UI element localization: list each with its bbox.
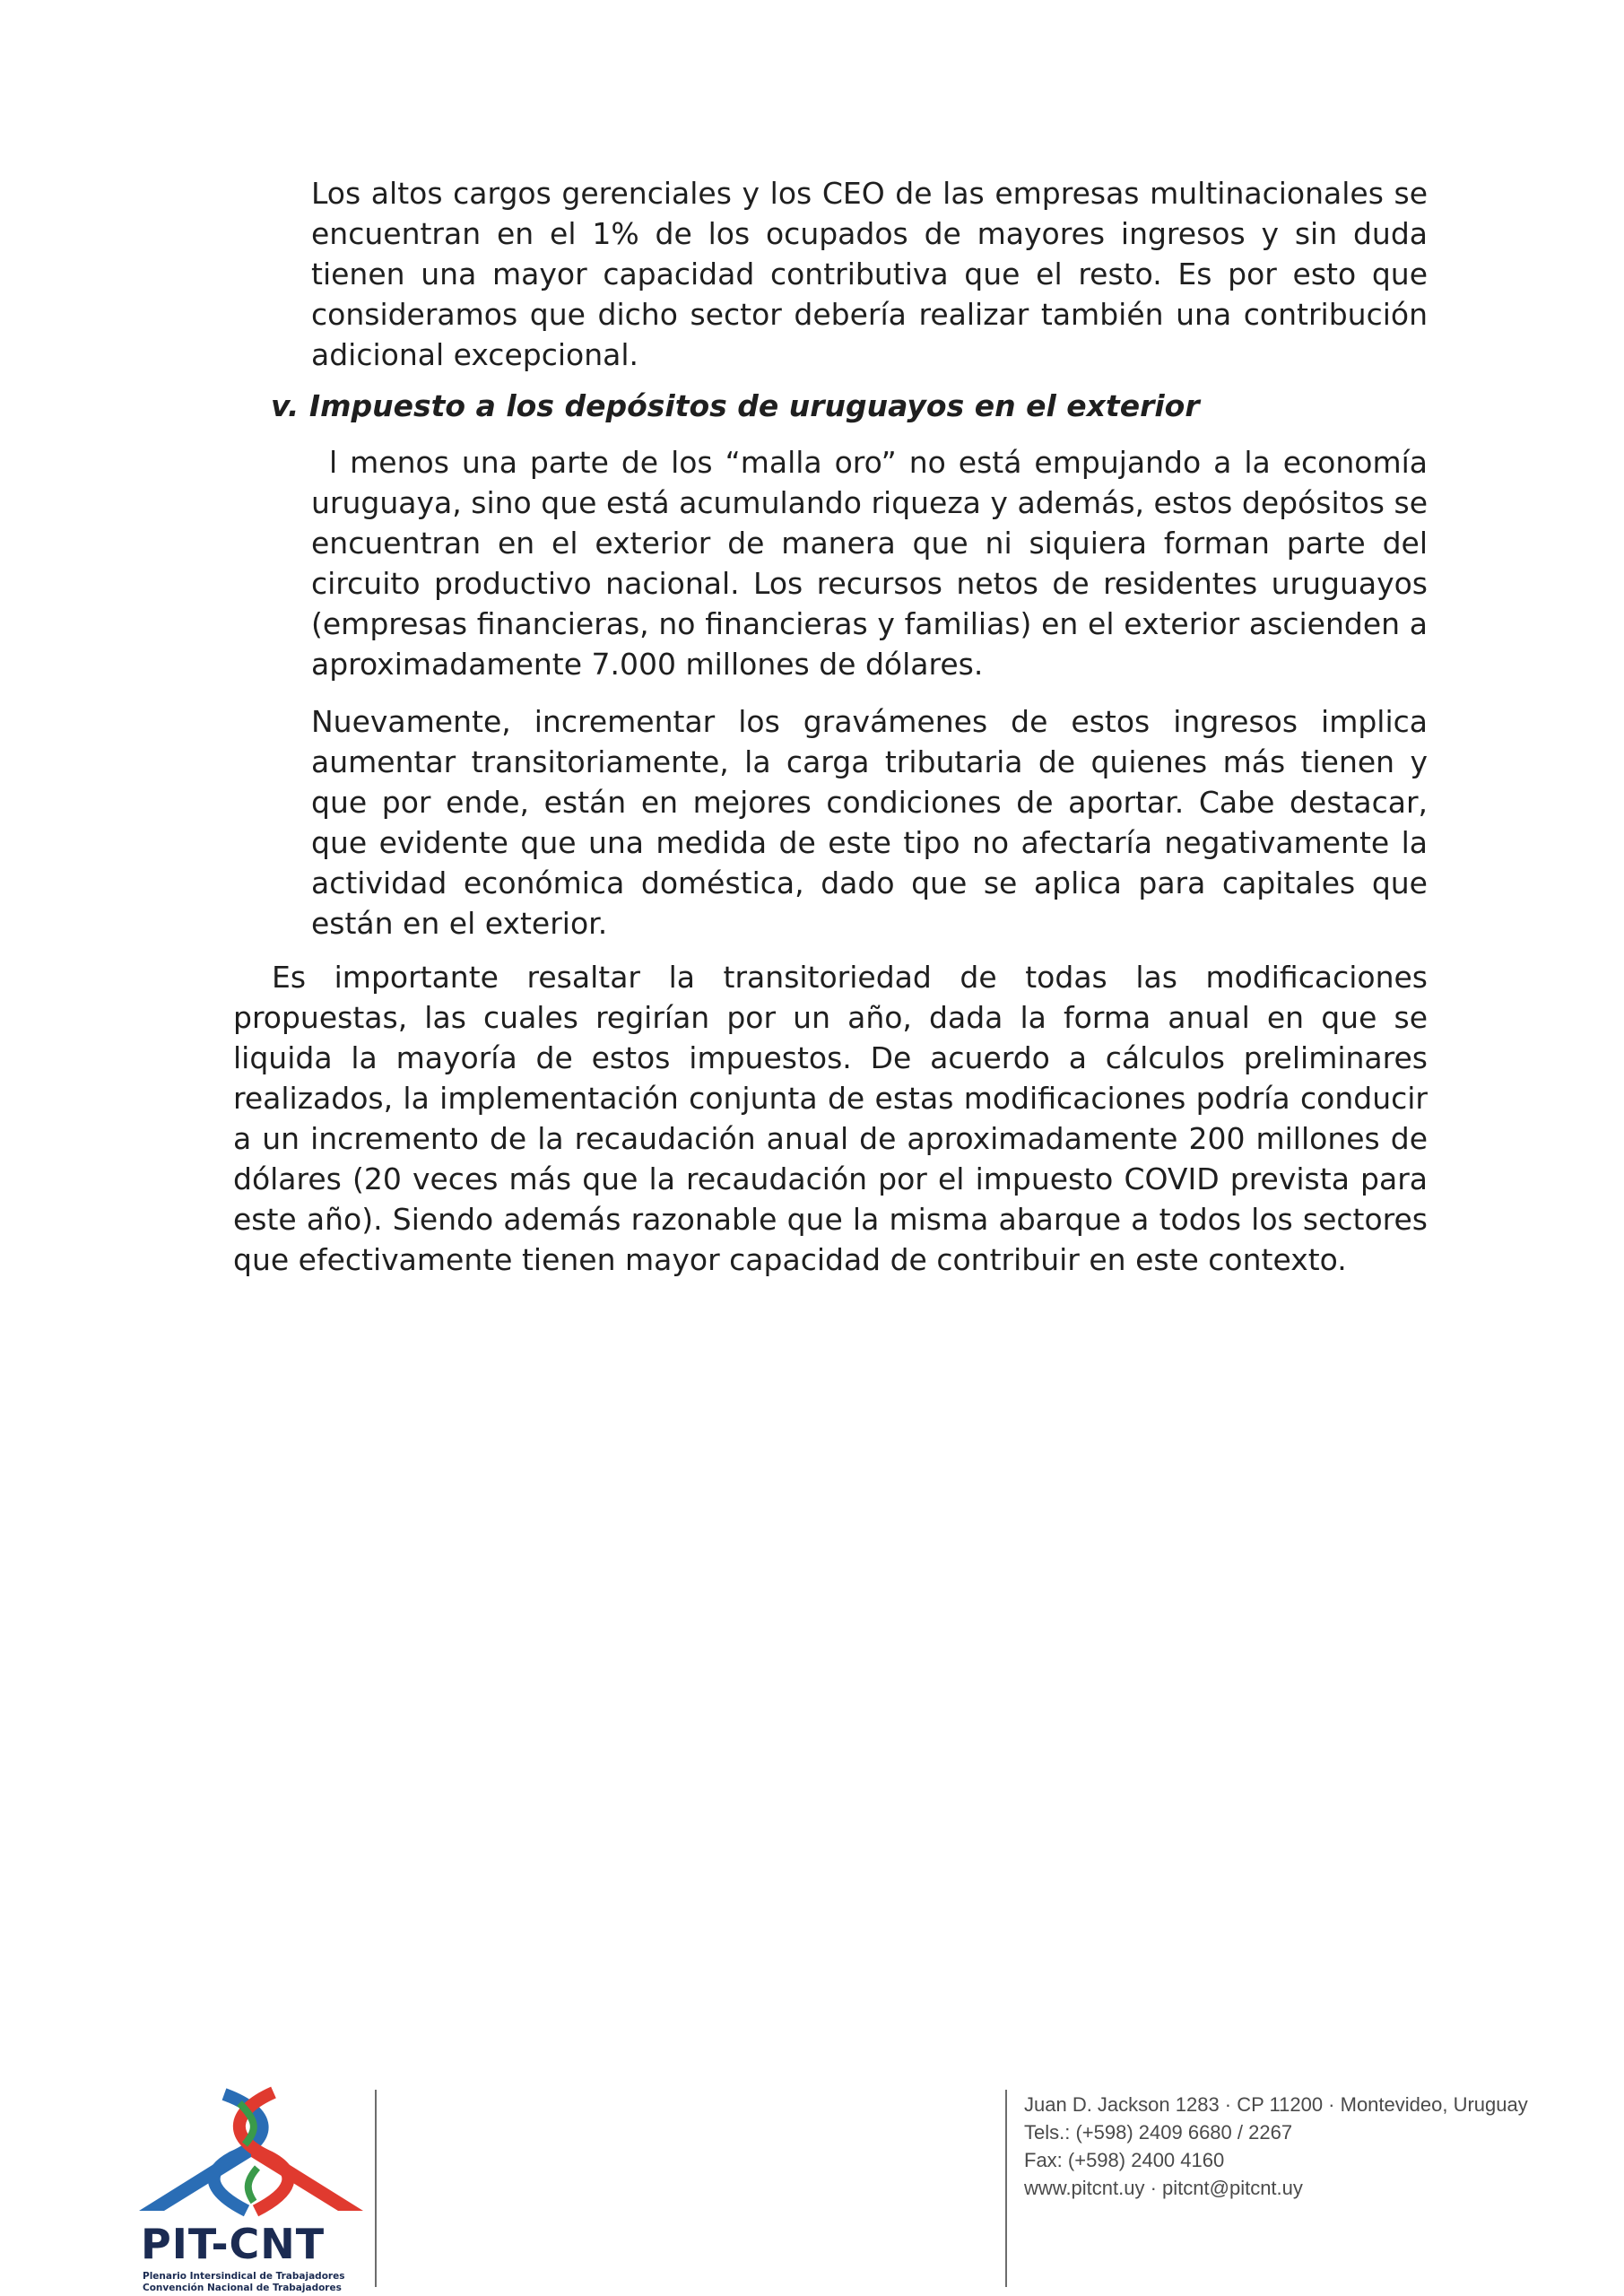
pit-cnt-logo bbox=[139, 2085, 363, 2292]
contact-address: Juan D. Jackson 1283 · CP 11200 · Montevideo, Uruguay bbox=[1024, 2093, 1528, 2116]
paragraph-conclusion: Es importante resaltar la transitoriedad de todas las modificaciones propuestas, las cuales regirían por un año, dada la forma anual en que se liquida la mayoría de estos impuestos. De acuerdo a cálculos preliminares realizados, la implementación conjunta de estas modificaciones podría conducir a un incremento de la recaudación anual de aproximadamente 200 millones de dólares (20 veces más que la recaudación por el impuesto COVID prevista para este año). Siendo además razonable que la misma abarque a todos los sectores que efectivamente tienen mayor capacidad de contribuir en este contexto. bbox=[233, 960, 1428, 1277]
contact-web[interactable]: www.pitcnt.uy · pitcnt@pitcnt.uy bbox=[1024, 2177, 1303, 2199]
contact-phones: Tels.: (+598) 2409 6680 / 2267 bbox=[1024, 2121, 1293, 2144]
paragraph-deposits: l menos una parte de los “malla oro” no está empujando a la economía uruguaya, sino que está acumulando riqueza y además, estos depósitos se encuentran en el exterior de manera que ni siquiera forman parte del circuito productivo nacional. Los recursos netos de residentes uruguayos (empresas financieras, no financieras y familias) en el exterior ascienden a aproximadamente 7.000 millones de dólares. bbox=[311, 445, 1428, 682]
logo-name: PIT-CNT bbox=[141, 2220, 326, 2268]
contact-fax: Fax: (+598) 2400 4160 bbox=[1024, 2149, 1225, 2171]
logo-divider bbox=[375, 2090, 377, 2287]
paragraph-taxes: Nuevamente, incrementar los gravámenes de estos ingresos implica aumentar transitoriamente, la carga tributaria de quienes más tienen y que por ende, están en mejores condiciones de aportar. Cabe destacar, que evidente que una medida de este tipo no afectaría negativamente la actividad económica doméstica, dado que se aplica para capitales que están en el exterior. bbox=[311, 704, 1428, 941]
contact-divider bbox=[1005, 2090, 1007, 2287]
contact-block bbox=[1024, 2091, 1528, 2202]
logo-subtitle-1: Plenario Intersindical de Trabajadores bbox=[143, 2271, 345, 2282]
logo-emblem-icon bbox=[139, 2085, 363, 2220]
paragraph-executives: Los altos cargos gerenciales y los CEO de las empresas multinacionales se encuentran en el 1% de los ocupados de mayores ingresos y sin duda tienen una mayor capacidad contributiva que el resto. Es por esto que consideramos que dicho sector debería realizar también una contribución adicional excepcional. bbox=[311, 176, 1428, 372]
logo-subtitle-2: Convención Nacional de Trabajadores bbox=[143, 2283, 342, 2293]
section-heading: v. Impuesto a los depósitos de uruguayos en el exterior bbox=[271, 388, 1200, 423]
